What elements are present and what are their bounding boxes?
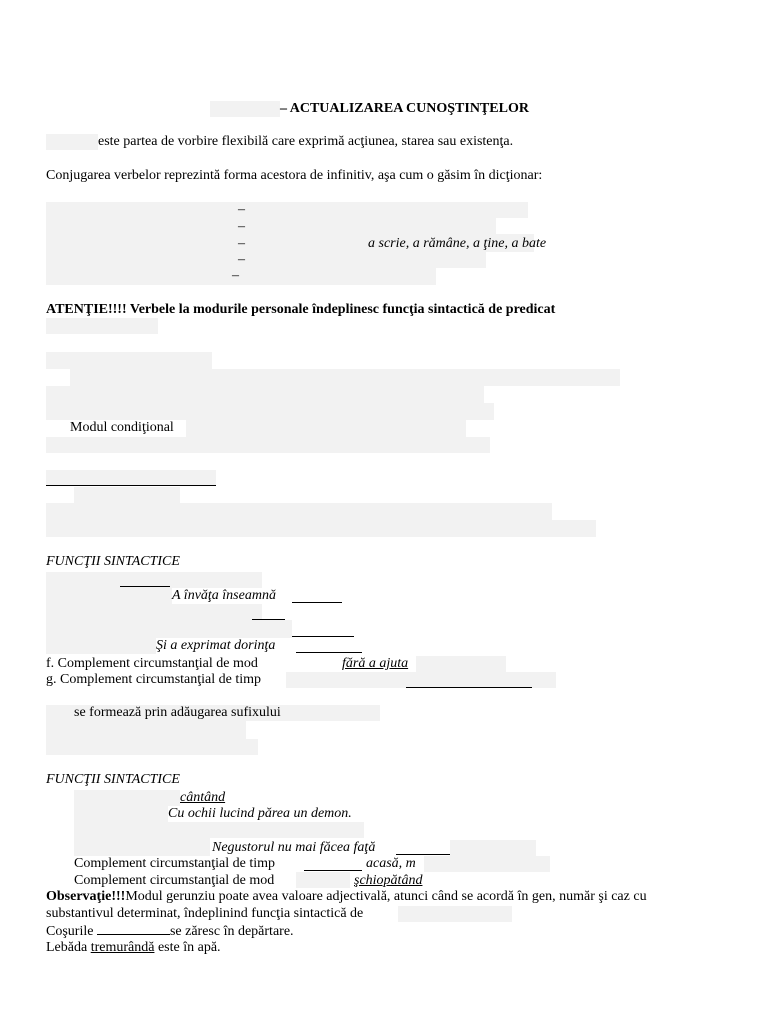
conjugation-examples: a scrie, a rămâne, a ţine, a bate	[368, 236, 547, 251]
redacted-block	[46, 352, 212, 369]
redacted-block	[74, 790, 180, 806]
swan-example: Lebăda tremurândă este în apă.	[46, 940, 221, 955]
redacted-block	[46, 386, 484, 403]
redacted-block	[46, 134, 98, 150]
redacted-block	[46, 721, 246, 739]
list-dash: –	[238, 202, 245, 217]
redacted-block	[46, 252, 486, 268]
blank-line	[396, 854, 450, 855]
functions-heading: FUNCŢII SINTACTICE	[46, 554, 180, 569]
conditional-mood-label: Modul condiţional	[70, 420, 174, 435]
redacted-block	[46, 470, 216, 486]
redacted-block	[46, 318, 158, 334]
demon-example: Cu ochii lucind părea un demon.	[168, 806, 352, 821]
redacted-block	[74, 822, 364, 838]
merchant-example: Negustorul nu mai făcea faţă	[212, 840, 376, 855]
redacted-block	[46, 520, 596, 537]
list-dash: –	[238, 252, 245, 267]
mode-example: fără a ajuta	[342, 656, 409, 671]
list-dash: –	[232, 268, 239, 283]
mode-complement-label-2: Complement circumstanţial de mod	[74, 873, 275, 888]
time-complement-label: g. Complement circumstanţial de timp	[46, 672, 262, 687]
redacted-block	[296, 872, 350, 888]
wish-example: Şi a exprimat dorinţa	[156, 638, 276, 653]
learn-example: A învăţa înseamnă	[172, 588, 276, 603]
limping-example: şchiopătând	[354, 873, 423, 888]
observation-line	[46, 889, 647, 905]
time-complement-label-2: Complement circumstanţial de timp	[74, 856, 276, 871]
blank-line	[296, 652, 362, 653]
list-dash: –	[238, 236, 245, 251]
page-title: – ACTUALIZAREA CUNOŞTINŢELOR	[280, 101, 529, 116]
verb-definition: este partea de vorbire flexibilă care exprimă acţiunea, starea sau existenţa.	[98, 134, 514, 149]
redacted-block	[46, 503, 552, 520]
redacted-block	[46, 638, 156, 654]
redacted-block	[74, 838, 210, 856]
redacted-block	[74, 487, 180, 503]
redacted-block	[74, 806, 168, 822]
redacted-block	[416, 656, 506, 672]
attention-note: ATENŢIE!!!! Verbele la modurile personale îndeplinesc funcţia sintactică de predicat	[46, 302, 556, 317]
observation-text-2: substantivul determinat, îndeplinind funcţia sintactică de	[46, 906, 364, 921]
redacted-block	[46, 268, 436, 285]
blank-line	[97, 923, 170, 935]
blank-line	[292, 636, 354, 637]
redacted-block	[46, 620, 292, 638]
baskets-example: Coşurile se zăresc în depărtare.	[46, 924, 294, 939]
blank-line	[406, 687, 532, 688]
time-example: acasă, m	[366, 856, 416, 871]
gerund-formation: se formează prin adăugarea sufixului	[74, 705, 281, 720]
redacted-block	[46, 202, 528, 218]
redacted-block	[210, 101, 280, 117]
singing-example: cântând	[180, 790, 226, 805]
redacted-block	[286, 672, 556, 688]
functions-heading-2: FUNCŢII SINTACTICE	[46, 772, 180, 787]
redacted-block	[398, 906, 512, 922]
redacted-block	[70, 369, 620, 386]
observation-label: Observaţie!!!	[46, 889, 126, 904]
redacted-block	[46, 604, 262, 620]
blank-line	[252, 619, 285, 620]
redacted-block	[46, 588, 172, 604]
redacted-block	[46, 437, 490, 453]
redacted-block	[46, 403, 494, 420]
redacted-block	[46, 218, 496, 234]
redacted-block	[424, 856, 550, 872]
observation-text: Modul gerunziu poate avea valoare adjectivală, atunci când se acordă în gen, număr şi caz cu	[125, 889, 647, 904]
redacted-block	[450, 840, 536, 856]
blank-line	[304, 870, 362, 871]
list-dash: –	[238, 219, 245, 234]
mode-complement-label: f. Complement circumstanţial de mod	[46, 656, 258, 671]
blank-line	[46, 485, 216, 486]
blank-line	[120, 586, 170, 587]
conjugation-text: Conjugarea verbelor reprezintă forma acestora de infinitiv, aşa cum o găsim în dicţionar:	[46, 168, 543, 183]
redacted-block	[46, 739, 258, 755]
redacted-block	[186, 420, 466, 437]
blank-line	[292, 602, 342, 603]
trembling-word: tremurândă	[90, 940, 155, 955]
